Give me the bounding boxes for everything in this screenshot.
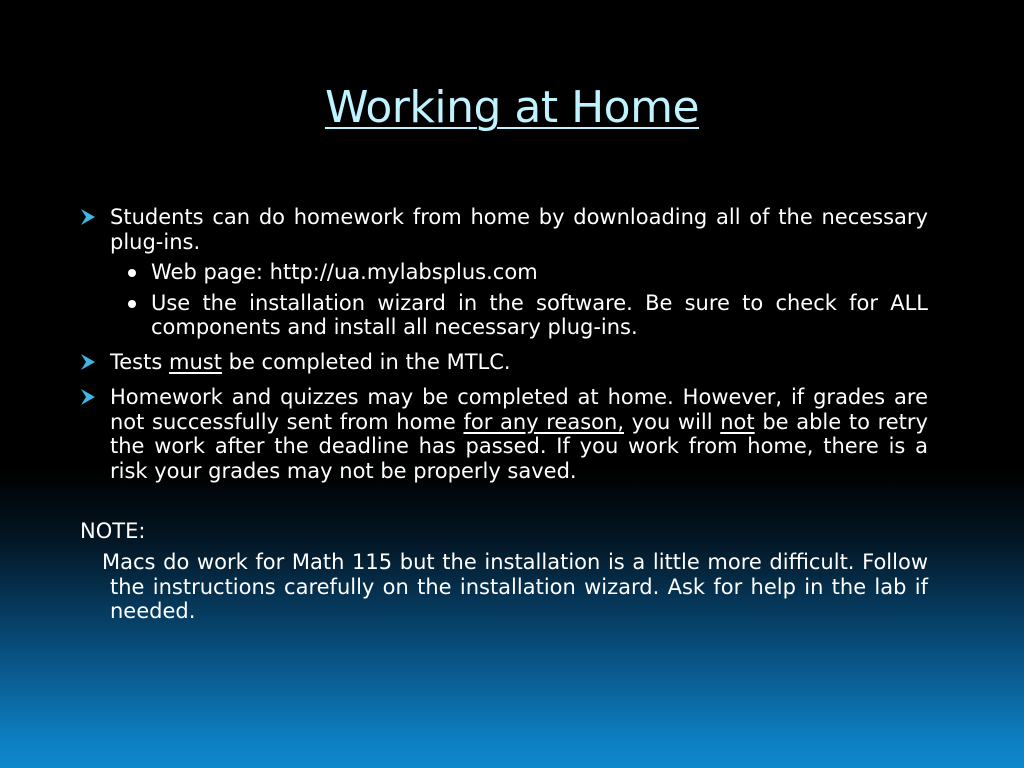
arrow-bullet-icon [80, 353, 96, 371]
arrow-bullet-icon [80, 388, 96, 406]
sub-bullet-list [128, 260, 928, 340]
bullet-item [80, 205, 928, 254]
dot-bullet-icon [128, 300, 136, 308]
slide-content [80, 205, 928, 624]
sub-bullet-text: Web page: http://ua.mylabsplus.com [151, 260, 538, 284]
underlined-emphasis: must [168, 349, 222, 374]
sub-bullet-text: Use the installation wizard in the software. Be sure to check for ALL components and install all necessary plug-ins. [151, 290, 928, 339]
note-text: Macs do work for Math 115 but the installation is a little more difficult. Follow the instructions carefully on the installation wizard. Ask for help in the lab if needed. [102, 550, 928, 623]
bullet-text-part: Homework and quizzes may be completed at home. However, if grades are not successfully sent from home [110, 385, 928, 434]
bullet-text-part: you will [624, 409, 721, 434]
underlined-emphasis: not [720, 409, 755, 434]
underlined-emphasis: for any reason, [463, 409, 624, 434]
bullet-text-part: Tests [110, 349, 169, 374]
bullet-item [80, 350, 928, 375]
slide-title: Working at Home [324, 82, 700, 133]
sub-bullet-item [128, 260, 928, 285]
arrow-bullet-icon [80, 208, 96, 226]
bullet-text: Students can do homework from home by downloading all of the necessary plug-ins. [110, 205, 928, 254]
bullet-item [80, 385, 928, 483]
bullet-text-part: be able to retry the work after the deadline has passed. If you work from home, there is a risk your grades may not be properly saved. [110, 409, 928, 483]
note-label: NOTE: [80, 519, 146, 543]
sub-bullet-item [128, 291, 928, 340]
dot-bullet-icon [128, 269, 136, 277]
bullet-text-part: be completed in the MTLC. [221, 349, 511, 374]
